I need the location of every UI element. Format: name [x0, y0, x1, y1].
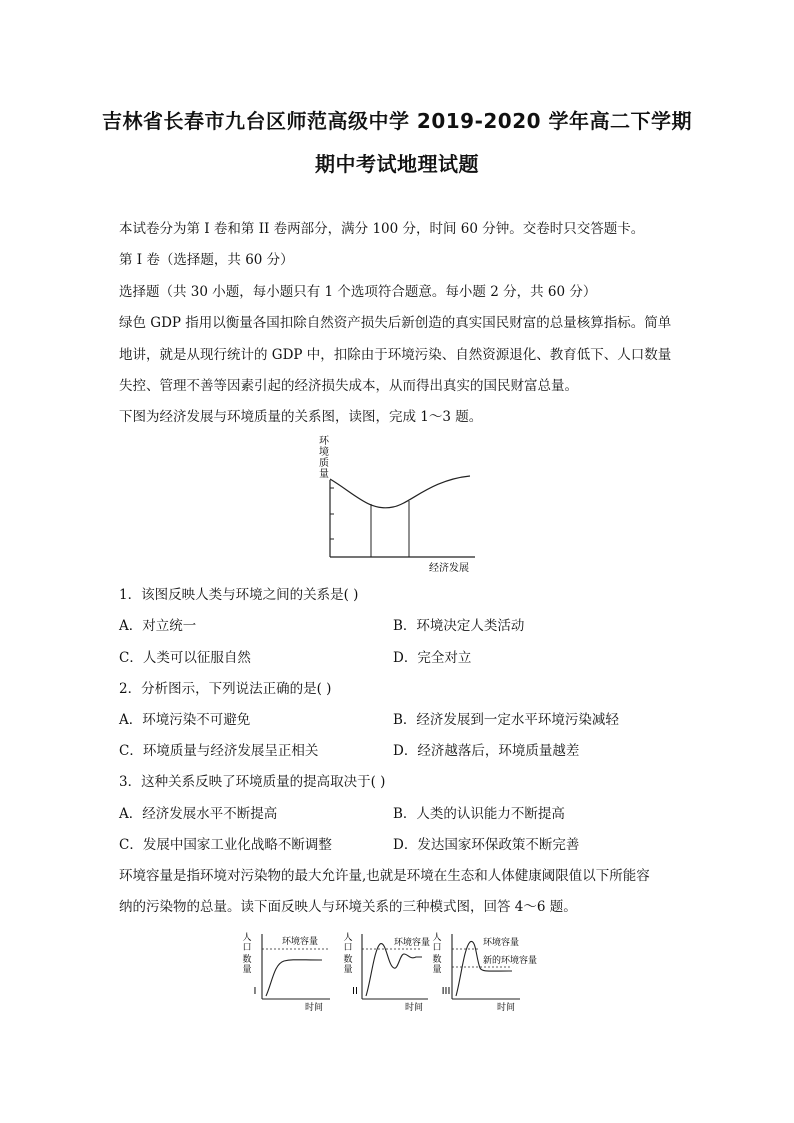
passage1-line: 下图为经济发展与环境质量的关系图，读图，完成 1～3 题。 [119, 409, 483, 425]
figure1-ylabel-char: 境 [319, 447, 329, 458]
panel-roman-numeral: I [253, 986, 257, 997]
figure1-ylabel-char: 环 [319, 436, 329, 447]
question-stem: 3．这种关系反映了环境质量的提高取决于( ) [119, 774, 386, 790]
figure1-curve [330, 476, 470, 508]
panel-ylabel-char: 人 [432, 933, 442, 943]
figure-three-models [238, 928, 538, 1016]
passage1-line: 绿色 GDP 指用以衡量各国扣除自然资产损失后新创造的真实国民财富的总量核算指标。简单 [119, 315, 672, 331]
model-panel-3 [432, 931, 537, 1013]
section-heading: 第 I 卷（选择题，共 60 分） [119, 252, 294, 268]
question-stem: 2．分析图示，下列说法正确的是( ) [119, 681, 332, 697]
panel-xlabel: 时间 [304, 1003, 324, 1013]
exam-title-line1: 吉林省长春市九台区师范高级中学 2019-2020 学年高二下学期 [101, 109, 693, 133]
panel-ylabel-char: 数 [432, 955, 442, 965]
question-option: A．经济发展水平不断提高 [119, 806, 278, 822]
capacity-label: 环境容量 [393, 938, 431, 948]
panel-ylabel-char: 人 [242, 933, 252, 943]
passage2-line: 纳的污染物的总量。读下面反映人与环境关系的三种模式图，回答 4～6 题。 [119, 899, 577, 915]
question-option: C．人类可以征服自然 [119, 650, 251, 666]
population-curve [266, 960, 322, 996]
panel-ylabel-char: 量 [432, 965, 442, 975]
new-capacity-label: 新的环境容量 [483, 956, 538, 966]
question-option: B．经济发展到一定水平环境污染减轻 [393, 712, 619, 728]
panel-ylabel-char: 口 [432, 943, 442, 953]
figure1-xlabel: 经济发展 [429, 563, 469, 574]
figure1-ylabel-char: 质 [319, 458, 329, 469]
passage1-line: 地讲，就是从现行统计的 GDP 中，扣除由于环境污染、自然资源退化、教育低下、人口数量 [119, 347, 672, 363]
question-option: D．发达国家环保政策不断完善 [393, 837, 580, 853]
panel-ylabel-char: 量 [242, 965, 252, 975]
question-stem: 1．该图反映人类与环境之间的关系是( ) [119, 587, 359, 603]
intro-line: 本试卷分为第 I 卷和第 II 卷两部分，满分 100 分，时间 60 分钟。交卷时只交答题卡。 [119, 221, 645, 237]
question-option: B．环境决定人类活动 [393, 618, 525, 634]
panel-ylabel-char: 口 [242, 943, 252, 953]
panel-ylabel-char: 人 [343, 933, 353, 943]
figure1-ylabel-char: 量 [319, 469, 329, 480]
panel-xlabel: 时间 [496, 1003, 516, 1013]
question-option: D．完全对立 [393, 650, 472, 666]
question-option: B．人类的认识能力不断提高 [393, 806, 565, 822]
panel-ylabel-char: 数 [242, 955, 252, 965]
instructions-line: 选择题（共 30 小题，每小题只有 1 个选项符合题意。每小题 2 分，共 60 分） [119, 284, 597, 300]
panel-ylabel-char: 量 [343, 965, 353, 975]
panel-xlabel: 时间 [404, 1003, 424, 1013]
question-option: A．对立统一 [119, 618, 197, 634]
population-curve [366, 944, 422, 996]
capacity-label: 环境容量 [483, 938, 520, 948]
question-option: D．经济越落后，环境质量越差 [393, 743, 580, 759]
panel-roman-numeral: III [441, 986, 451, 997]
model-panel-1 [242, 931, 330, 1013]
exam-title-line2: 期中考试地理试题 [315, 152, 479, 176]
model-panel-2 [343, 931, 430, 1013]
question-option: A．环境污染不可避免 [119, 712, 251, 728]
capacity-label: 环境容量 [281, 937, 319, 947]
population-curve [456, 941, 512, 996]
question-option: C．发展中国家工业化战略不断调整 [119, 837, 332, 853]
panel-ylabel-char: 口 [343, 943, 353, 953]
passage1-line: 失控、管理不善等因素引起的经济损失成本，从而得出真实的国民财富总量。 [119, 378, 578, 394]
panel-ylabel-char: 数 [343, 955, 353, 965]
question-option: C．环境质量与经济发展呈正相关 [119, 743, 319, 759]
panel-roman-numeral: II [352, 986, 358, 997]
figure-economy-environment [310, 432, 490, 577]
passage2-line: 环境容量是指环境对污染物的最大允许量,也就是环境在生态和人体健康阈限值以下所能容 [119, 868, 650, 884]
